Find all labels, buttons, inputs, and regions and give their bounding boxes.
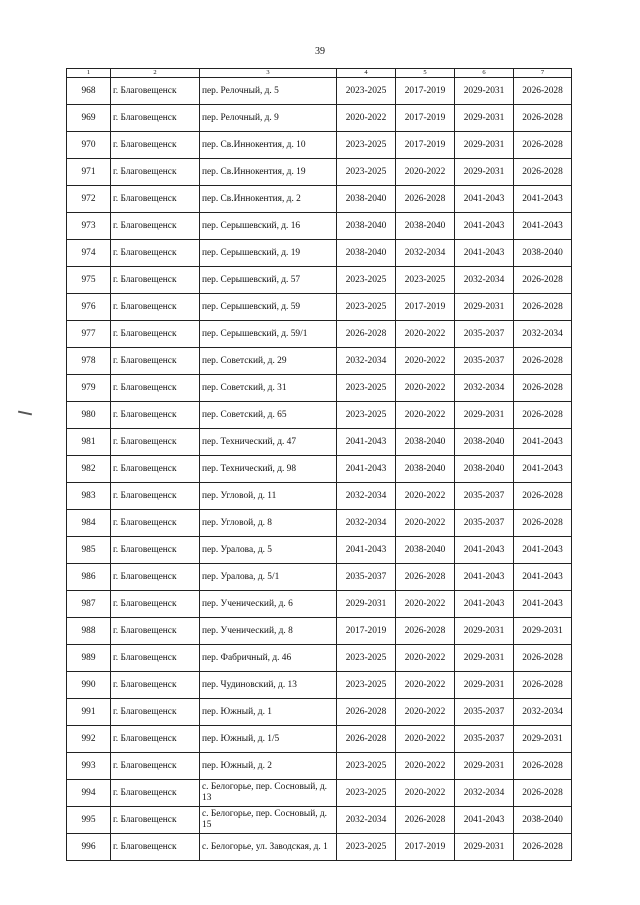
address-cell: пер. Угловой, д. 11	[200, 483, 337, 510]
period-col6: 2041-2043	[455, 807, 514, 834]
period-col4: 2023-2025	[337, 294, 396, 321]
period-col4: 2023-2025	[337, 402, 396, 429]
table-row	[67, 807, 572, 834]
period-col6: 2029-2031	[455, 402, 514, 429]
table-row	[67, 402, 572, 429]
city-cell: г. Благовещенск	[111, 726, 200, 753]
row-number: 975	[67, 267, 111, 294]
address-cell: пер. Серышевский, д. 59/1	[200, 321, 337, 348]
period-col6: 2035-2037	[455, 321, 514, 348]
row-number: 970	[67, 132, 111, 159]
period-col7: 2038-2040	[514, 240, 572, 267]
period-col7: 2026-2028	[514, 645, 572, 672]
row-number: 976	[67, 294, 111, 321]
address-cell: пер. Чудиновский, д. 13	[200, 672, 337, 699]
row-number: 972	[67, 186, 111, 213]
period-col5: 2020-2022	[396, 645, 455, 672]
city-cell: г. Благовещенск	[111, 510, 200, 537]
city-cell: г. Благовещенск	[111, 537, 200, 564]
period-col7: 2041-2043	[514, 456, 572, 483]
city-cell: г. Благовещенск	[111, 564, 200, 591]
period-col7: 2041-2043	[514, 186, 572, 213]
city-cell: г. Благовещенск	[111, 483, 200, 510]
period-col7: 2026-2028	[514, 402, 572, 429]
period-col4: 2023-2025	[337, 132, 396, 159]
address-cell: пер. Серышевский, д. 16	[200, 213, 337, 240]
housing-schedule-table	[66, 68, 572, 861]
period-col4: 2038-2040	[337, 240, 396, 267]
address-cell: пер. Уралова, д. 5	[200, 537, 337, 564]
period-col5: 2020-2022	[396, 483, 455, 510]
table-row	[67, 510, 572, 537]
period-col7: 2032-2034	[514, 699, 572, 726]
city-cell: г. Благовещенск	[111, 699, 200, 726]
period-col5: 2020-2022	[396, 699, 455, 726]
row-number: 995	[67, 807, 111, 834]
period-col6: 2041-2043	[455, 564, 514, 591]
address-cell: пер. Угловой, д. 8	[200, 510, 337, 537]
city-cell: г. Благовещенск	[111, 348, 200, 375]
city-cell: г. Благовещенск	[111, 105, 200, 132]
period-col5: 2020-2022	[396, 780, 455, 807]
period-col5: 2020-2022	[396, 321, 455, 348]
row-number: 993	[67, 753, 111, 780]
period-col4: 2020-2022	[337, 105, 396, 132]
table-row	[67, 78, 572, 105]
period-col6: 2029-2031	[455, 834, 514, 861]
period-col6: 2032-2034	[455, 267, 514, 294]
table-row	[67, 564, 572, 591]
period-col7: 2041-2043	[514, 429, 572, 456]
address-cell: пер. Южный, д. 1/5	[200, 726, 337, 753]
period-col6: 2029-2031	[455, 105, 514, 132]
table-row	[67, 105, 572, 132]
city-cell: г. Благовещенск	[111, 429, 200, 456]
row-number: 971	[67, 159, 111, 186]
period-col5: 2017-2019	[396, 834, 455, 861]
address-cell: с. Белогорье, пер. Сосновый, д. 13	[200, 780, 337, 807]
period-col4: 2041-2043	[337, 456, 396, 483]
period-col5: 2038-2040	[396, 456, 455, 483]
period-col6: 2035-2037	[455, 483, 514, 510]
period-col6: 2032-2034	[455, 375, 514, 402]
city-cell: г. Благовещенск	[111, 78, 200, 105]
row-number: 987	[67, 591, 111, 618]
address-cell: пер. Релочный, д. 5	[200, 78, 337, 105]
period-col6: 2041-2043	[455, 213, 514, 240]
period-col5: 2020-2022	[396, 672, 455, 699]
city-cell: г. Благовещенск	[111, 807, 200, 834]
row-number: 981	[67, 429, 111, 456]
address-cell: пер. Технический, д. 47	[200, 429, 337, 456]
period-col7: 2026-2028	[514, 780, 572, 807]
address-cell: пер. Ученический, д. 6	[200, 591, 337, 618]
address-cell: пер. Технический, д. 98	[200, 456, 337, 483]
period-col7: 2026-2028	[514, 78, 572, 105]
city-cell: г. Благовещенск	[111, 780, 200, 807]
period-col7: 2026-2028	[514, 483, 572, 510]
period-col4: 2035-2037	[337, 564, 396, 591]
period-col4: 2026-2028	[337, 699, 396, 726]
period-col4: 2026-2028	[337, 726, 396, 753]
period-col7: 2026-2028	[514, 753, 572, 780]
address-cell: пер. Южный, д. 1	[200, 699, 337, 726]
period-col7: 2026-2028	[514, 294, 572, 321]
row-number: 980	[67, 402, 111, 429]
period-col6: 2029-2031	[455, 645, 514, 672]
period-col4: 2032-2034	[337, 348, 396, 375]
period-col6: 2035-2037	[455, 726, 514, 753]
period-col7: 2026-2028	[514, 105, 572, 132]
period-col7: 2029-2031	[514, 726, 572, 753]
period-col6: 2029-2031	[455, 132, 514, 159]
period-col7: 2029-2031	[514, 618, 572, 645]
period-col5: 2020-2022	[396, 402, 455, 429]
period-col4: 2026-2028	[337, 321, 396, 348]
period-col4: 2029-2031	[337, 591, 396, 618]
city-cell: г. Благовещенск	[111, 672, 200, 699]
period-col6: 2038-2040	[455, 456, 514, 483]
row-number: 979	[67, 375, 111, 402]
row-number: 977	[67, 321, 111, 348]
page-number: 39	[315, 46, 325, 57]
period-col4: 2023-2025	[337, 834, 396, 861]
city-cell: г. Благовещенск	[111, 375, 200, 402]
table-row	[67, 132, 572, 159]
period-col6: 2029-2031	[455, 618, 514, 645]
table-row	[67, 834, 572, 861]
period-col4: 2041-2043	[337, 429, 396, 456]
address-cell: пер. Советский, д. 29	[200, 348, 337, 375]
address-cell: с. Белогорье, ул. Заводская, д. 1	[200, 834, 337, 861]
city-cell: г. Благовещенск	[111, 213, 200, 240]
period-col7: 2041-2043	[514, 591, 572, 618]
column-number: 5	[396, 69, 455, 78]
row-number: 988	[67, 618, 111, 645]
row-number: 989	[67, 645, 111, 672]
column-number: 7	[514, 69, 572, 78]
period-col6: 2041-2043	[455, 186, 514, 213]
period-col6: 2041-2043	[455, 537, 514, 564]
table-row	[67, 294, 572, 321]
period-col5: 2020-2022	[396, 591, 455, 618]
period-col4: 2041-2043	[337, 537, 396, 564]
period-col5: 2026-2028	[396, 807, 455, 834]
row-number: 990	[67, 672, 111, 699]
table-row	[67, 186, 572, 213]
table-row	[67, 618, 572, 645]
table-row	[67, 429, 572, 456]
table-row	[67, 240, 572, 267]
period-col5: 2020-2022	[396, 375, 455, 402]
table-row	[67, 456, 572, 483]
row-number: 985	[67, 537, 111, 564]
city-cell: г. Благовещенск	[111, 834, 200, 861]
period-col5: 2038-2040	[396, 537, 455, 564]
address-cell: пер. Советский, д. 31	[200, 375, 337, 402]
city-cell: г. Благовещенск	[111, 267, 200, 294]
column-number: 6	[455, 69, 514, 78]
city-cell: г. Благовещенск	[111, 456, 200, 483]
period-col5: 2026-2028	[396, 186, 455, 213]
period-col7: 2026-2028	[514, 834, 572, 861]
period-col4: 2032-2034	[337, 510, 396, 537]
table-row	[67, 321, 572, 348]
scan-mark	[18, 411, 32, 416]
period-col4: 2032-2034	[337, 807, 396, 834]
address-cell: пер. Св.Иннокентия, д. 10	[200, 132, 337, 159]
period-col7: 2026-2028	[514, 348, 572, 375]
period-col4: 2023-2025	[337, 672, 396, 699]
period-col5: 2017-2019	[396, 78, 455, 105]
period-col6: 2041-2043	[455, 591, 514, 618]
period-col7: 2026-2028	[514, 159, 572, 186]
column-number: 2	[111, 69, 200, 78]
address-cell: пер. Южный, д. 2	[200, 753, 337, 780]
period-col6: 2029-2031	[455, 672, 514, 699]
period-col7: 2038-2040	[514, 807, 572, 834]
row-number: 982	[67, 456, 111, 483]
period-col5: 2038-2040	[396, 429, 455, 456]
row-number: 969	[67, 105, 111, 132]
city-cell: г. Благовещенск	[111, 132, 200, 159]
period-col7: 2041-2043	[514, 564, 572, 591]
period-col5: 2017-2019	[396, 132, 455, 159]
table-row	[67, 672, 572, 699]
address-cell: пер. Серышевский, д. 59	[200, 294, 337, 321]
table-row	[67, 537, 572, 564]
address-cell: пер. Св.Иннокентия, д. 19	[200, 159, 337, 186]
row-number: 983	[67, 483, 111, 510]
row-number: 978	[67, 348, 111, 375]
period-col5: 2026-2028	[396, 564, 455, 591]
column-number: 3	[200, 69, 337, 78]
address-cell: пер. Серышевский, д. 57	[200, 267, 337, 294]
period-col4: 2032-2034	[337, 483, 396, 510]
address-cell: пер. Советский, д. 65	[200, 402, 337, 429]
table-row	[67, 213, 572, 240]
period-col7: 2026-2028	[514, 510, 572, 537]
table-row	[67, 348, 572, 375]
column-number-row	[67, 69, 572, 78]
period-col4: 2023-2025	[337, 753, 396, 780]
table-row	[67, 699, 572, 726]
period-col7: 2026-2028	[514, 132, 572, 159]
period-col6: 2029-2031	[455, 753, 514, 780]
period-col4: 2038-2040	[337, 186, 396, 213]
row-number: 991	[67, 699, 111, 726]
address-cell: с. Белогорье, пер. Сосновый, д. 15	[200, 807, 337, 834]
period-col4: 2023-2025	[337, 375, 396, 402]
address-cell: пер. Ученический, д. 8	[200, 618, 337, 645]
city-cell: г. Благовещенск	[111, 186, 200, 213]
table-row	[67, 726, 572, 753]
period-col7: 2026-2028	[514, 375, 572, 402]
period-col6: 2029-2031	[455, 78, 514, 105]
table-row	[67, 483, 572, 510]
address-cell: пер. Уралова, д. 5/1	[200, 564, 337, 591]
city-cell: г. Благовещенск	[111, 753, 200, 780]
city-cell: г. Благовещенск	[111, 645, 200, 672]
period-col7: 2026-2028	[514, 672, 572, 699]
city-cell: г. Благовещенск	[111, 591, 200, 618]
city-cell: г. Благовещенск	[111, 294, 200, 321]
city-cell: г. Благовещенск	[111, 159, 200, 186]
period-col7: 2041-2043	[514, 213, 572, 240]
period-col5: 2032-2034	[396, 240, 455, 267]
period-col5: 2017-2019	[396, 105, 455, 132]
period-col5: 2020-2022	[396, 348, 455, 375]
period-col7: 2026-2028	[514, 267, 572, 294]
row-number: 984	[67, 510, 111, 537]
table-row	[67, 780, 572, 807]
period-col7: 2032-2034	[514, 321, 572, 348]
row-number: 986	[67, 564, 111, 591]
period-col5: 2038-2040	[396, 213, 455, 240]
row-number: 994	[67, 780, 111, 807]
period-col4: 2023-2025	[337, 78, 396, 105]
column-number: 1	[67, 69, 111, 78]
address-cell: пер. Фабричный, д. 46	[200, 645, 337, 672]
city-cell: г. Благовещенск	[111, 240, 200, 267]
row-number: 968	[67, 78, 111, 105]
table-row	[67, 591, 572, 618]
row-number: 996	[67, 834, 111, 861]
period-col6: 2038-2040	[455, 429, 514, 456]
period-col5: 2020-2022	[396, 510, 455, 537]
period-col5: 2017-2019	[396, 294, 455, 321]
period-col5: 2023-2025	[396, 267, 455, 294]
period-col4: 2017-2019	[337, 618, 396, 645]
period-col6: 2032-2034	[455, 780, 514, 807]
period-col6: 2041-2043	[455, 240, 514, 267]
period-col5: 2020-2022	[396, 753, 455, 780]
city-cell: г. Благовещенск	[111, 321, 200, 348]
period-col6: 2035-2037	[455, 699, 514, 726]
period-col6: 2035-2037	[455, 348, 514, 375]
period-col7: 2041-2043	[514, 537, 572, 564]
period-col4: 2023-2025	[337, 267, 396, 294]
table-row	[67, 375, 572, 402]
period-col4: 2023-2025	[337, 645, 396, 672]
address-cell: пер. Серышевский, д. 19	[200, 240, 337, 267]
period-col4: 2023-2025	[337, 159, 396, 186]
address-cell: пер. Релочный, д. 9	[200, 105, 337, 132]
period-col5: 2020-2022	[396, 159, 455, 186]
row-number: 974	[67, 240, 111, 267]
table-row	[67, 645, 572, 672]
period-col4: 2038-2040	[337, 213, 396, 240]
column-number: 4	[337, 69, 396, 78]
table-row	[67, 159, 572, 186]
period-col6: 2029-2031	[455, 294, 514, 321]
city-cell: г. Благовещенск	[111, 618, 200, 645]
row-number: 973	[67, 213, 111, 240]
table-row	[67, 267, 572, 294]
period-col6: 2029-2031	[455, 159, 514, 186]
period-col5: 2026-2028	[396, 618, 455, 645]
address-cell: пер. Св.Иннокентия, д. 2	[200, 186, 337, 213]
city-cell: г. Благовещенск	[111, 402, 200, 429]
row-number: 992	[67, 726, 111, 753]
period-col4: 2023-2025	[337, 780, 396, 807]
table-row	[67, 753, 572, 780]
period-col5: 2020-2022	[396, 726, 455, 753]
period-col6: 2035-2037	[455, 510, 514, 537]
